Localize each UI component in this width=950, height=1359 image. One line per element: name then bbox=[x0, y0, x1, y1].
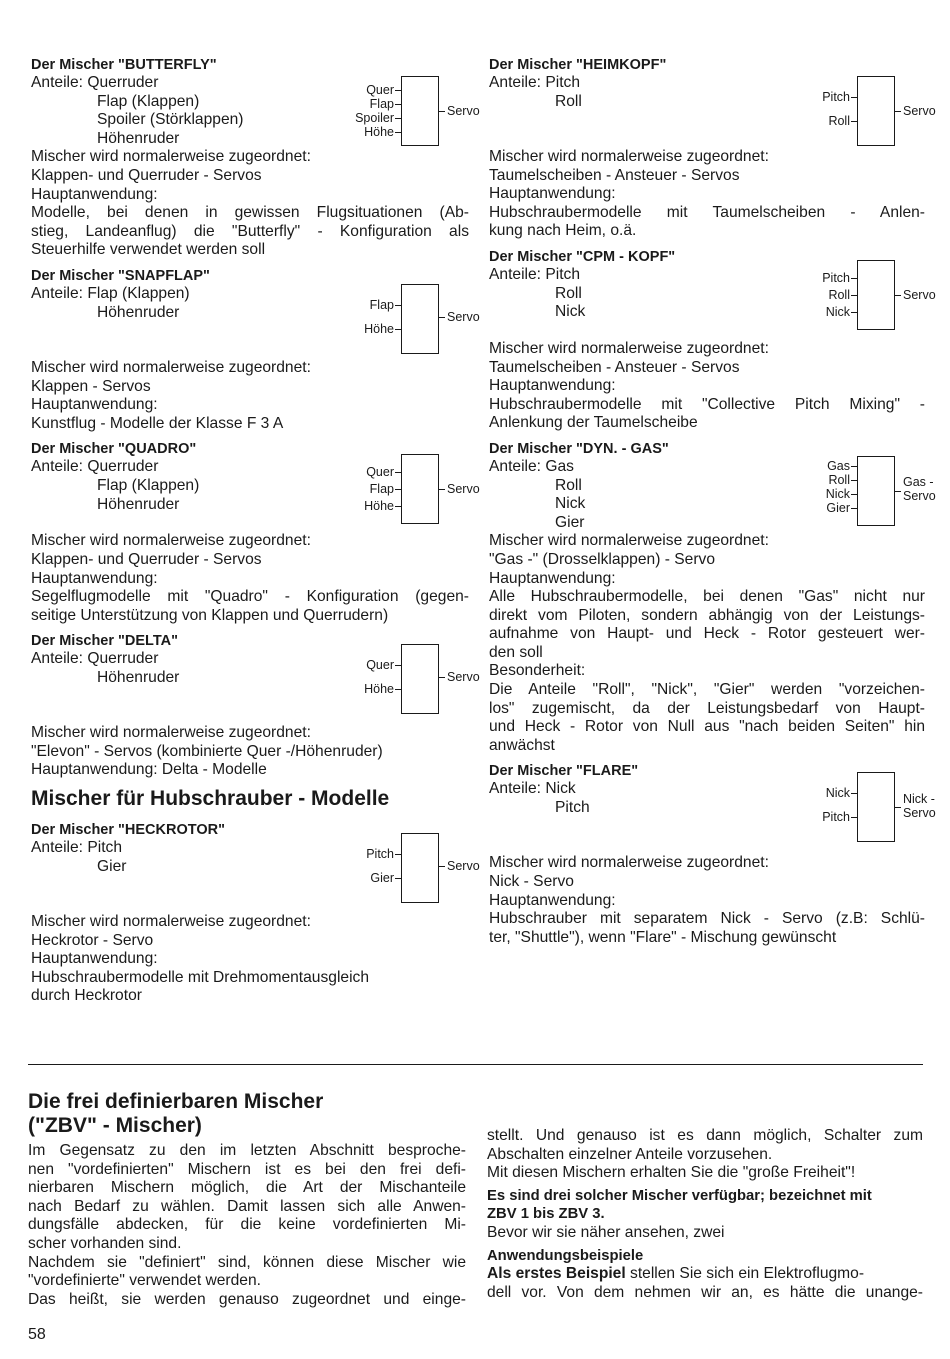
text-line: Steuerhilfe verwendet werden soll bbox=[31, 241, 266, 259]
mixer-components bbox=[489, 265, 936, 340]
diagram-input-label: Gier bbox=[370, 871, 394, 886]
diagram-input-label: Flap bbox=[369, 297, 394, 312]
diagram-input-label: Roll bbox=[828, 114, 850, 128]
mixer-heimkopf bbox=[489, 56, 936, 241]
component-line: Gier bbox=[97, 857, 127, 875]
mixer-components bbox=[31, 650, 480, 724]
diagram-input-label: Höhe bbox=[364, 499, 394, 514]
component-line: Anteile: Pitch bbox=[489, 265, 581, 283]
mixer-cpm-kopf bbox=[489, 248, 936, 433]
text-span: stellen Sie sich ein Elektroflugmo- bbox=[625, 1265, 865, 1283]
zbv-heading-line: Die frei definierbaren Mischer bbox=[28, 1090, 324, 1113]
mixer-components bbox=[31, 839, 480, 913]
mixer-diagram bbox=[765, 76, 936, 148]
component-line: Gier bbox=[555, 513, 585, 531]
text-line: ter, "Shuttle"), wenn "Flare" - Mischung gewünscht bbox=[489, 928, 837, 946]
component-line: Anteile: Querruder bbox=[31, 74, 159, 91]
section-heading: Mischer für Hubschrauber - Modelle bbox=[31, 787, 390, 811]
text-line: Mischer wird normalerweise zugeordnet: bbox=[489, 339, 769, 357]
diagram-input-label: Nick bbox=[825, 486, 850, 501]
diagram-output-label: Servo bbox=[903, 488, 936, 503]
text-line: Mischer wird normalerweise zugeordnet: bbox=[31, 724, 311, 742]
diagram-output-label: Servo bbox=[447, 859, 480, 874]
text-line: Taumelscheiben - Ansteuer - Servos bbox=[489, 358, 740, 376]
text-line: Hauptanwendung: bbox=[31, 396, 158, 414]
component-line: Nick bbox=[555, 495, 586, 513]
component-line: Höhenruder bbox=[97, 495, 180, 513]
mixer-components bbox=[489, 780, 936, 854]
text-line: anwächst bbox=[489, 736, 555, 754]
diagram-output-label: Servo bbox=[903, 806, 936, 821]
diagram-input-label: Nick bbox=[825, 786, 850, 801]
component-line: Höhenruder bbox=[97, 303, 180, 321]
mixer-diagram bbox=[309, 76, 480, 148]
text-line: nierbaren Mischern möglich, die Art der Mischanteile bbox=[28, 1179, 466, 1197]
text-line: Mit diesen Mischern erhalten Sie die "große Freiheit"! bbox=[487, 1164, 856, 1182]
text-line: aufnahme von Haupt- und Heck - Rotor gesteuert wer- bbox=[489, 625, 925, 643]
text-line: Hauptanwendung: bbox=[489, 377, 616, 395]
mixer-flare bbox=[489, 762, 936, 947]
diagram-output-label: Servo bbox=[447, 482, 480, 497]
text-line: Besonderheit: bbox=[489, 662, 586, 680]
diagram-input-label: Pitch bbox=[822, 90, 850, 104]
text-line: Heckrotor - Servo bbox=[31, 931, 154, 949]
component-line: Flap (Klappen) bbox=[97, 92, 200, 110]
zbv-heading-line: ("ZBV" - Mischer) bbox=[28, 1114, 202, 1137]
mixer-title: Der Mischer "QUADRO" bbox=[31, 441, 197, 458]
text-line: dell vor. Von dem nehmen wir an, es hätte die unange- bbox=[487, 1283, 923, 1301]
text-line bbox=[487, 1265, 923, 1284]
text-line: nach Bedarf zu wählen. Damit lassen sich alle Anwen- bbox=[28, 1197, 466, 1215]
text-line: Mischer wird normalerweise zugeordnet: bbox=[31, 532, 311, 550]
text-line: seitige Unterstützung von Klappen und Querrudern) bbox=[31, 606, 389, 624]
diagram-input-label: Höhe bbox=[364, 682, 394, 697]
text-line: direkt vom Piloten, sondern abhängig von der Leistungs- bbox=[489, 606, 925, 624]
text-line: Das heißt, sie werden genauso zugeordnet und einge- bbox=[28, 1290, 466, 1308]
diagram-output-label: Servo bbox=[903, 287, 936, 302]
mixer-components bbox=[489, 457, 936, 532]
mixer-diagram bbox=[309, 833, 480, 905]
text-line: Hubschraubermodelle mit Taumelscheiben - Anlen- bbox=[489, 203, 925, 221]
text-line: "Gas -" (Drosselklappen) - Servo bbox=[489, 550, 715, 568]
component-line: Höhenruder bbox=[97, 668, 180, 686]
bold-text-line: Es sind drei solcher Mischer verfügbar; bezeichnet mit bbox=[487, 1187, 872, 1204]
diagram-input-label: Gas bbox=[827, 458, 850, 473]
text-line: nen "vordefinierten" Mischern ist es bei den frei defi- bbox=[28, 1160, 466, 1178]
component-line: Anteile: Querruder bbox=[31, 458, 159, 476]
component-line: Anteile: Gas bbox=[489, 457, 574, 475]
text-line: durch Heckrotor bbox=[31, 987, 142, 1005]
component-line: Höhenruder bbox=[97, 129, 180, 147]
mixer-diagram bbox=[309, 454, 480, 526]
text-line: Klappen- und Querruder - Servos bbox=[31, 550, 262, 568]
diagram-input-label: Pitch bbox=[366, 847, 394, 862]
mixer-heckrotor bbox=[31, 821, 480, 1006]
text-line: Mischer wird normalerweise zugeordnet: bbox=[31, 148, 311, 166]
diagram-input-label: Flap bbox=[369, 482, 394, 497]
text-line: Die Anteile "Roll", "Nick", "Gier" werden "vorzeichen- bbox=[489, 681, 925, 699]
text-line: stellt. Und genauso ist es dann möglich, Schalter zum bbox=[487, 1127, 923, 1144]
mixer-title: Der Mischer "CPM - KOPF" bbox=[489, 248, 676, 265]
mixer-components bbox=[31, 74, 480, 148]
section-divider bbox=[28, 1064, 923, 1065]
text-line: Nachdem sie "definiert" sind, können diese Mischer wie bbox=[28, 1253, 466, 1271]
mixer-title: Der Mischer "FLARE" bbox=[489, 763, 639, 780]
subheading: Anwendungsbeispiele bbox=[487, 1247, 644, 1264]
text-line: dungsfälle abdecken, für die keine vordefinierten Mi- bbox=[28, 1216, 466, 1234]
text-line: los" zugemischt, da der Leistungsbedarf von Haupt- bbox=[489, 699, 925, 717]
text-line: Hubschraubermodelle mit Drehmomentausgleich bbox=[31, 968, 370, 986]
text-line: "vordefinierte" verwendet werden. bbox=[28, 1272, 261, 1290]
mixer-title: Der Mischer "HEIMKOPF" bbox=[489, 57, 667, 73]
text-line: Abschalten einzelner Anteile vorzusehen. bbox=[487, 1145, 773, 1163]
mixer-title: Der Mischer "DELTA" bbox=[31, 633, 178, 650]
mixer-title: Der Mischer "HECKROTOR" bbox=[31, 822, 225, 839]
zbv-left-column bbox=[28, 1090, 466, 1309]
text-line: Hubschraubermodelle mit "Collective Pitch Mixing" - bbox=[489, 395, 925, 413]
text-line: Klappen- und Querruder - Servos bbox=[31, 166, 262, 184]
diagram-input-label: Pitch bbox=[822, 810, 850, 825]
component-line: Anteile: Pitch bbox=[489, 74, 581, 91]
mixer-diagram bbox=[309, 284, 480, 356]
component-line: Anteile: Querruder bbox=[31, 650, 159, 668]
mixer-snapflap bbox=[31, 267, 480, 433]
component-line: Anteile: Flap (Klappen) bbox=[31, 284, 190, 302]
right-column bbox=[489, 56, 936, 954]
text-line: scher vorhanden sind. bbox=[28, 1234, 182, 1252]
zbv-heading bbox=[28, 1090, 466, 1138]
mixer-components bbox=[31, 458, 480, 532]
text-line: "Elevon" - Servos (kombinierte Quer -/Höhenruder) bbox=[31, 742, 383, 760]
text-line: Mischer wird normalerweise zugeordnet: bbox=[31, 913, 311, 931]
mixer-title: Der Mischer "BUTTERFLY" bbox=[31, 57, 217, 73]
component-line: Flap (Klappen) bbox=[97, 476, 200, 494]
component-line: Pitch bbox=[555, 799, 590, 817]
component-line: Anteile: Pitch bbox=[31, 839, 123, 857]
text-line: Nick - Servo bbox=[489, 873, 574, 891]
component-line: Roll bbox=[555, 92, 582, 110]
mixer-diagram bbox=[309, 644, 480, 716]
diagram-input-label: Roll bbox=[828, 472, 850, 487]
text-line: Alle Hubschraubermodelle, bei denen "Gas" nicht nur bbox=[489, 588, 925, 606]
mixer-diagram bbox=[765, 456, 936, 528]
mixer-title: Der Mischer "SNAPFLAP" bbox=[31, 267, 210, 284]
text-line: den soll bbox=[489, 643, 543, 661]
text-line: Hauptanwendung: bbox=[31, 185, 158, 203]
text-line: Mischer wird normalerweise zugeordnet: bbox=[31, 358, 311, 376]
text-line: Anlenkung der Taumelscheibe bbox=[489, 414, 698, 432]
text-line: Hauptanwendung: bbox=[489, 891, 616, 909]
text-line: Mischer wird normalerweise zugeordnet: bbox=[489, 532, 769, 550]
text-line: Hauptanwendung: Delta - Modelle bbox=[31, 761, 267, 779]
zbv-right-column bbox=[487, 1127, 923, 1302]
mixer-quadro bbox=[31, 440, 480, 625]
mixer-dyn-gas bbox=[489, 440, 936, 756]
text-line: stieg, Landeanflug) die "Butterfly" - Konfiguration als bbox=[31, 222, 469, 240]
text-line: Hauptanwendung: bbox=[489, 185, 616, 203]
mixer-delta bbox=[31, 632, 480, 780]
text-line: Im Gegensatz zu den im letzten Abschnitt besproche- bbox=[28, 1142, 466, 1159]
text-line: Hauptanwendung: bbox=[31, 950, 158, 968]
mixer-diagram bbox=[765, 772, 936, 844]
left-column bbox=[31, 56, 480, 1013]
diagram-output-label: Servo bbox=[903, 104, 936, 118]
mixer-diagram bbox=[765, 260, 936, 332]
diagram-output-label: Servo bbox=[447, 670, 480, 685]
mixer-butterfly bbox=[31, 56, 480, 260]
text-line: Hauptanwendung: bbox=[31, 569, 158, 587]
component-line: Roll bbox=[555, 284, 582, 302]
diagram-input-label: Höhe bbox=[364, 125, 394, 139]
text-line: Modelle, bei denen in gewissen Flugsituationen (Ab- bbox=[31, 204, 469, 222]
mixer-components bbox=[31, 284, 480, 359]
component-line: Nick bbox=[555, 303, 586, 321]
diagram-input-label: Quer bbox=[366, 465, 394, 480]
text-line: Hauptanwendung: bbox=[489, 569, 616, 587]
text-line: Hubschrauber mit separatem Nick - Servo (z.B: Schlü- bbox=[489, 910, 925, 928]
diagram-input-label: Pitch bbox=[822, 270, 850, 285]
diagram-input-label: Gier bbox=[826, 500, 850, 515]
component-line: Spoiler (Störklappen) bbox=[97, 111, 244, 129]
diagram-output-label: Nick - bbox=[903, 792, 935, 807]
mixer-components bbox=[489, 74, 936, 148]
text-line: und Heck - Rotor von Null aus "nach beiden Seiten" hin bbox=[489, 718, 925, 736]
text-line: Klappen - Servos bbox=[31, 377, 151, 395]
bold-text-line: ZBV 1 bis ZBV 3. bbox=[487, 1206, 605, 1223]
text-line: Bevor wir sie näher ansehen, zwei bbox=[487, 1223, 725, 1241]
text-line: Kunstflug - Modelle der Klasse F 3 A bbox=[31, 414, 284, 432]
diagram-input-label: Nick bbox=[825, 304, 850, 319]
diagram-output-label: Servo bbox=[447, 104, 480, 118]
diagram-output-label: Servo bbox=[447, 309, 480, 324]
text-line: Taumelscheiben - Ansteuer - Servos bbox=[489, 166, 740, 184]
component-line: Roll bbox=[555, 476, 582, 494]
bold-lead: Als erstes Beispiel bbox=[487, 1265, 626, 1283]
diagram-input-label: Quer bbox=[366, 83, 394, 97]
text-line: Segelflugmodelle mit "Quadro" - Konfiguration (gegen- bbox=[31, 588, 469, 606]
mixer-title: Der Mischer "DYN. - GAS" bbox=[489, 440, 669, 457]
diagram-input-label: Höhe bbox=[364, 321, 394, 336]
text-line: Mischer wird normalerweise zugeordnet: bbox=[489, 148, 769, 165]
component-line: Anteile: Nick bbox=[489, 780, 576, 798]
page-number: 58 bbox=[28, 1326, 46, 1343]
diagram-input-label: Spoiler bbox=[355, 111, 394, 125]
diagram-input-label: Roll bbox=[828, 287, 850, 302]
diagram-output-label: Gas - bbox=[903, 474, 934, 489]
diagram-input-label: Flap bbox=[369, 97, 394, 111]
diagram-input-label: Quer bbox=[366, 658, 394, 673]
text-line: kung nach Heim, o.ä. bbox=[489, 222, 637, 240]
text-line: Mischer wird normalerweise zugeordnet: bbox=[489, 854, 769, 872]
